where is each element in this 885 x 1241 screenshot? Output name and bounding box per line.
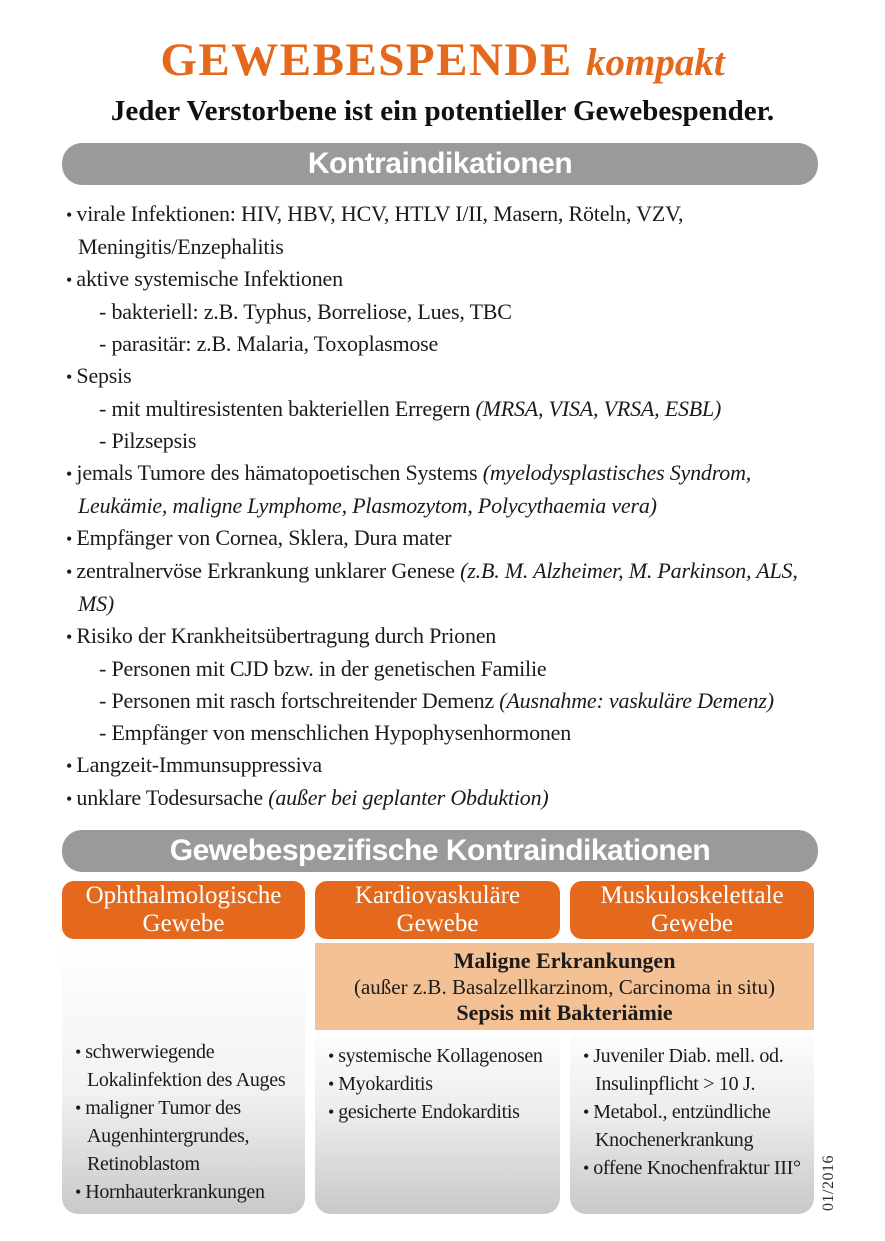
tissue-col-body-2 <box>570 1034 814 1214</box>
bullet-glyph: • <box>328 1074 339 1094</box>
column-item <box>323 1070 556 1098</box>
list-item <box>62 620 818 653</box>
column-item <box>70 1038 301 1094</box>
column-item-text: Juveniler Diab. mell. od. Insulinpflicht > 10 J. <box>593 1045 784 1095</box>
tissue-col-body-1 <box>315 1034 560 1214</box>
page-title-suffix: kompakt <box>585 41 725 84</box>
dash-glyph: - <box>99 428 112 453</box>
list-item <box>62 360 818 393</box>
item-text: Empfänger von Cornea, Sklera, Dura mater <box>76 525 452 550</box>
bullet-glyph: • <box>66 756 77 776</box>
tissue-col-header-label: Kardiovaskuläre Gewebe <box>354 882 521 937</box>
banner-line-1: Maligne Erkrankungen <box>453 948 676 973</box>
page-title <box>0 34 885 89</box>
item-text-italic: (Ausnahme: vaskuläre Demenz) <box>494 688 774 713</box>
title-block <box>0 0 885 128</box>
list-item <box>62 522 818 555</box>
list-item <box>62 555 818 620</box>
contraindications-list <box>62 198 818 815</box>
dash-glyph: - <box>99 656 112 681</box>
bullet-glyph: • <box>66 529 77 549</box>
tissue-col-header-ophthalmologisch <box>62 881 305 939</box>
item-text: mit multiresistenten bakteriellen Erregern <box>111 396 471 421</box>
list-subitem <box>62 685 818 717</box>
item-text: Personen mit CJD bzw. in der genetischen Familie <box>111 656 547 681</box>
item-text-italic: (MRSA, VISA, VRSA, ESBL) <box>470 396 722 421</box>
bullet-glyph: • <box>66 562 77 582</box>
bullet-glyph: • <box>583 1046 594 1066</box>
bullet-glyph: • <box>583 1102 594 1122</box>
tissue-col-header-muskuloskelettal <box>570 881 814 939</box>
column-item-text: systemische Kollagenosen <box>338 1045 543 1067</box>
list-subitem <box>62 717 818 749</box>
tissue-col-header-label: Muskuloskelettale Gewebe <box>600 882 784 937</box>
item-text: Langzeit-Immunsuppressiva <box>76 752 322 777</box>
bullet-glyph: • <box>75 1098 86 1118</box>
column-item <box>70 1178 301 1206</box>
item-text: aktive systemische Infektionen <box>76 266 343 291</box>
bullet-glyph: • <box>328 1046 339 1066</box>
column-item <box>578 1154 810 1182</box>
maligne-banner <box>315 943 814 1030</box>
section-header-kontraindikationen-label: Kontraindikationen <box>307 147 573 180</box>
column-item-text: Hornhauterkrankungen <box>85 1181 265 1203</box>
tissue-col-header-kardiovaskulaer <box>315 881 560 939</box>
bullet-glyph: • <box>66 789 77 809</box>
item-text: jemals Tumore des hämatopoetischen Systems <box>76 460 478 485</box>
column-item <box>70 1094 301 1178</box>
bullet-glyph: • <box>75 1042 86 1062</box>
column-item <box>323 1042 556 1070</box>
dash-glyph: - <box>99 331 112 356</box>
section-header-gewebespezifisch-label: Gewebespezifische Kontraindikationen <box>169 834 711 867</box>
bullet-glyph: • <box>583 1158 594 1178</box>
list-subitem <box>62 296 818 328</box>
list-item <box>62 198 818 263</box>
dash-glyph: - <box>99 299 112 324</box>
column-item-text: offene Knochenfraktur III° <box>593 1157 801 1179</box>
column-item-text: gesicherte Endokarditis <box>338 1101 520 1123</box>
item-text: zentralnervöse Erkrankung unklarer Genese <box>76 558 455 583</box>
column-item <box>578 1042 810 1098</box>
bullet-glyph: • <box>66 367 77 387</box>
list-item <box>62 263 818 296</box>
section-header-gewebespezifisch <box>62 830 818 872</box>
edition-label: 01/2016 <box>820 1155 837 1211</box>
item-text: parasitär: z.B. Malaria, Toxoplasmose <box>111 331 439 356</box>
bullet-glyph: • <box>66 627 77 647</box>
dash-glyph: - <box>99 688 112 713</box>
item-text-italic: (myelodysplastisches Syndrom, Leukämie, maligne Lymphome, Plasmozytom, Polycythaemia vera) <box>78 460 752 518</box>
dash-glyph: - <box>99 720 112 745</box>
item-text: Pilzsepsis <box>111 428 197 453</box>
item-text-italic: (außer bei geplanter Obduktion) <box>262 785 549 810</box>
column-item-text: schwerwiegende Lokalinfektion des Auges <box>85 1041 286 1091</box>
item-text: Empfänger von menschlichen Hypophysenhormonen <box>111 720 572 745</box>
bullet-glyph: • <box>328 1102 339 1122</box>
item-text: virale Infektionen: HIV, HBV, HCV, HTLV I/II, Masern, Röteln, VZV, Meningitis/Enzephalitis <box>76 201 684 259</box>
tissue-col-header-label: Ophthalmologische Gewebe <box>85 882 282 937</box>
list-item <box>62 782 818 815</box>
item-text: Sepsis <box>76 363 132 388</box>
page-subtitle: Jeder Verstorbene ist ein potentieller Gewebespender. <box>110 95 775 127</box>
list-item <box>62 457 818 522</box>
list-item <box>62 749 818 782</box>
bullet-glyph: • <box>66 205 77 225</box>
column-item-text: maligner Tumor des Augenhintergrundes, Retinoblastom <box>85 1097 250 1175</box>
column-item-text: Metabol., entzündliche Knochenerkrankung <box>593 1101 771 1151</box>
list-subitem <box>62 425 818 457</box>
column-item <box>323 1098 556 1126</box>
list-subitem <box>62 653 818 685</box>
list-subitem <box>62 393 818 425</box>
item-text: Personen mit rasch fortschreitender Demenz <box>111 688 494 713</box>
tissue-grid <box>62 881 818 1209</box>
section-header-kontraindikationen <box>62 143 818 185</box>
column-item <box>578 1098 810 1154</box>
bullet-glyph: • <box>75 1182 86 1202</box>
item-text: bakteriell: z.B. Typhus, Borreliose, Lues, TBC <box>111 299 512 324</box>
banner-line-2: (außer z.B. Basalzellkarzinom, Carcinoma in situ) <box>353 975 776 999</box>
item-text: unklare Todesursache <box>76 785 263 810</box>
page-title-main: GEWEBESPENDE <box>160 34 573 86</box>
bullet-glyph: • <box>66 270 77 290</box>
list-subitem <box>62 328 818 360</box>
item-text-italic: (z.B. M. Alzheimer, M. Parkinson, ALS, MS) <box>78 558 798 616</box>
banner-line-3: Sepsis mit Bakteriämie <box>456 1000 673 1025</box>
bullet-glyph: • <box>66 464 77 484</box>
tissue-col-body-0 <box>62 943 305 1214</box>
dash-glyph: - <box>99 396 112 421</box>
item-text: Risiko der Krankheitsübertragung durch Prionen <box>76 623 497 648</box>
column-item-text: Myokarditis <box>338 1073 433 1095</box>
